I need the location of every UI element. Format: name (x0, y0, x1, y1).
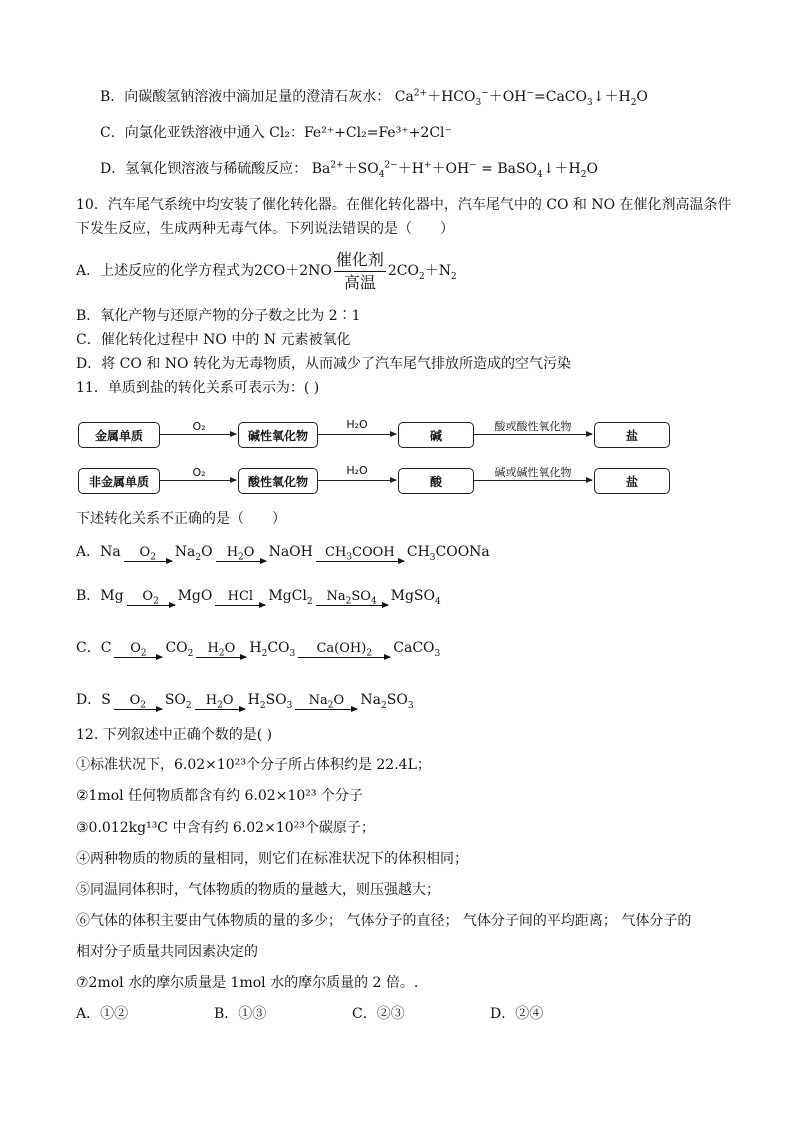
q9-option-d (100, 159, 598, 179)
flow2-arrow2 (318, 480, 396, 481)
q10-option-a (76, 248, 457, 294)
q12-item-6-cont: 相对分子质量共同因素决定的 (76, 944, 258, 960)
q10-option-c: C．催化转化过程中 NO 中的 N 元素被氧化 (76, 332, 351, 348)
flow2-box-nonmetal: 非金属单质 (78, 468, 160, 494)
q12-item-3: ③0.012kg¹³C 中含有约 6.02×10²³个碳原子； (76, 820, 375, 836)
q10-option-d: D．将 CO 和 NO 转化为无毒物质，从而减少了汽车尾气排放所造成的空气污染 (76, 356, 571, 372)
q12-item-2: ②1mol 任何物质都含有约 6.02×10²³ 个分子 (76, 788, 363, 804)
flow2-arrow3-label: 碱或碱性氧化物 (494, 466, 572, 479)
q10-option-a-text: A．上述反应的化学方程式为 (76, 263, 255, 279)
q9-option-d-equation: $Ba^{2+}+SO_4^{2-}+H^++OH^-$ = $BaSO_4↓+H_2O$ (311, 160, 598, 180)
q11-option-b-label: B． (76, 588, 101, 604)
q9-option-b-equation: $Ca^{2+}+HCO_3^-+OH^-=CaCO_3↓+H_2O$ (394, 88, 648, 108)
q11-stem: 11．单质到盐的转化关系可表示为：( ) (76, 380, 320, 396)
flow1-arrow3-label: 酸或酸性氧化物 (494, 420, 572, 433)
q12-stem: 12. 下列叙述中正确个数的是( ) (76, 727, 273, 743)
q9-option-b (100, 87, 648, 107)
q12-answer-c: C．②③ (352, 1006, 405, 1022)
temperature-label: 高温 (343, 272, 376, 292)
flow1-arrow3 (474, 434, 592, 435)
q11-option-a: A．Na $O_2$ $Na_2O$ $H_2O$ NaOH $CH_3COOH$ $CH_3COONa$ (76, 544, 490, 563)
q12-item-7: ⑦2mol 水的摩尔质量是 1mol 水的摩尔质量的 2 倍。. (76, 975, 419, 991)
catalyst-label: 催化剂 (334, 249, 386, 272)
flow2-box-salt: 盐 (594, 468, 670, 494)
q9-option-c: C．向氯化亚铁溶液中通入 Cl₂：Fe²⁺+Cl₂=Fe³⁺+2Cl⁻ (100, 125, 452, 141)
flow1-box-base: 碱 (398, 422, 474, 448)
q12-item-1: ①标准状况下，6.02×10²³个分子所占体积约是 22.4L； (76, 757, 431, 773)
flow1-arrow2 (318, 434, 396, 435)
q12-item-5: ⑤同温同体积时，气体物质的物质的量越大，则压强越大； (76, 882, 440, 898)
q12-item-4: ④两种物质的物质的量相同，则它们在标准状况下的体积相同； (76, 851, 468, 867)
q12-answer-a: A．①② (76, 1006, 129, 1022)
q11-option-b: B．Mg $O_2$ MgO HCl MgCl$_2$ $Na_2SO_4$ MgSO$_4$ (76, 588, 441, 607)
flow2-arrow2-label: H₂O (346, 464, 368, 477)
q12-item-6: ⑥气体的体积主要由气体物质的量的多少； 气体分子的直径； 气体分子间的平均距离； 气体分子的 (76, 913, 692, 929)
flow2-arrow3 (474, 480, 592, 481)
q12-answer-d: D．②④ (490, 1006, 544, 1022)
q10-stem-line1: 10．汽车尾气系统中均安装了催化转化器。在催化转化器中，汽车尾气中的 CO 和 NO 在催化剂高温条件 (76, 197, 732, 213)
flow1-arrow2-label: H₂O (346, 418, 368, 431)
q10-reaction-condition (334, 249, 386, 294)
q11-option-c-label: C． (76, 640, 101, 656)
q12-answer-b: B．①③ (214, 1006, 267, 1022)
q11-option-c: C．C $O_2$ $CO_2$ $H_2O$ $H_2CO_3$ $Ca(OH)_2$ CaCO$_3$ (76, 640, 441, 659)
flow1-box-salt: 盐 (594, 422, 670, 448)
q10-option-b: B．氧化产物与还原产物的分子数之比为 2∶1 (76, 308, 361, 324)
q11-option-a-label: A． (76, 544, 101, 560)
q10-reactants: 2CO＋2NO (254, 263, 332, 279)
q9-option-d-text: D．氢氧化钡溶液与稀硫酸反应： (100, 161, 308, 177)
flow1-arrow1-label: O₂ (192, 420, 206, 433)
q11-option-d-label: D． (76, 692, 102, 708)
q10-stem-line2: 下发生反应，生成两种无毒气体。下列说法错误的是（ ） (76, 221, 454, 237)
flow2-box-acid: 酸 (398, 468, 474, 494)
flow2-arrow1-label: O₂ (192, 466, 206, 479)
flow2-arrow1 (160, 480, 236, 481)
flow1-arrow1 (160, 434, 236, 435)
q11-question: 下述转化关系不正确的是（ ） (76, 511, 286, 527)
q9-option-b-text: B．向碳酸氢钠溶液中滴加足量的澄清石灰水： (100, 89, 391, 105)
flow1-box-metal: 金属单质 (78, 422, 160, 448)
flow2-box-acidic-oxide: 酸性氧化物 (238, 468, 318, 494)
flow1-box-basic-oxide: 碱性氧化物 (238, 422, 318, 448)
q10-products: $2CO_2+N_2$ (387, 263, 457, 282)
q11-option-d: D．S $O_2$ $SO_2$ $H_2O$ $H_2SO_3$ $Na_2O$ $Na_2SO_3$ (76, 692, 414, 711)
